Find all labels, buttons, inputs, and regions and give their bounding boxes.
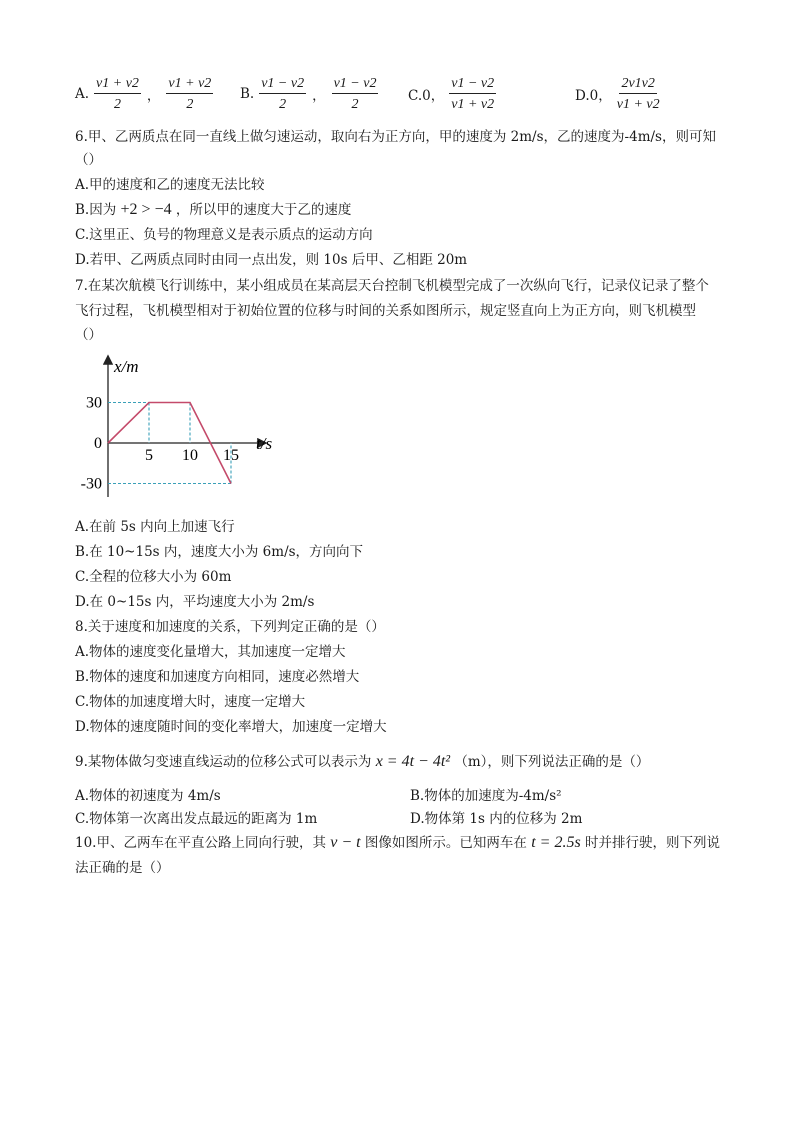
q10-stem-line2: 法正确的是（） — [75, 860, 170, 876]
option-c — [408, 72, 499, 116]
q6-option-b-math: +2 > −4 — [120, 201, 172, 218]
q7-option-d: D.在 0~15s 内，平均速度大小为 2m/s — [75, 594, 315, 610]
q5-options — [75, 72, 735, 116]
fraction-denominator: 2 — [113, 97, 121, 112]
q7-stem-line2: 飞行过程，飞机模型相对于初始位置的位移与时间的关系如图所示，规定竖直向上为正方向，则飞机模型 — [75, 303, 696, 319]
fraction-numerator: v1 + v2 — [166, 75, 213, 94]
fraction — [259, 75, 306, 113]
fraction — [166, 75, 213, 113]
fraction-numerator: v1 − v2 — [332, 75, 379, 94]
fraction — [449, 75, 496, 113]
x-axis-label: t/s — [256, 434, 273, 453]
y-tick-label: 30 — [86, 394, 102, 412]
q9-stem-math: x = 4t − 4t² — [375, 753, 451, 770]
q7-option-b: B.在 10~15s 内，速度大小为 6m/s，方向向下 — [75, 544, 364, 560]
q10-stem-pre: 10.甲、乙两车在平直公路上同向行驶，其 — [75, 835, 326, 851]
q6-option-b — [75, 200, 351, 220]
q9-option-c: C.物体第一次离出发点最远的距离为 1m — [75, 811, 318, 827]
q9-option-b: B.物体的加速度为-4m/s² — [410, 788, 562, 804]
q6-stem-line1: 6.甲、乙两质点在同一直线上做匀速运动，取向右为正方向，甲的速度为 2m/s，乙的速度为-4m/s，则可知 — [75, 129, 716, 145]
q6-option-a: A.甲的速度和乙的速度无法比较 — [75, 177, 265, 193]
q10-stem-post: 时并排行驶，则下列说 — [584, 835, 720, 851]
q9-stem — [75, 752, 649, 772]
q10-stem-math1: v − t — [330, 834, 361, 851]
option-d — [575, 72, 663, 116]
x-tick-label: 15 — [223, 447, 239, 464]
option-c-label: C.0， — [408, 88, 445, 104]
option-a-label: A. — [75, 86, 90, 102]
fraction-denominator: 2 — [186, 97, 194, 112]
q8-option-d: D.物体的速度随时间的变化率增大，加速度一定增大 — [75, 719, 387, 735]
q10-stem-math2: t = 2.5s — [531, 834, 581, 851]
fraction-numerator: v1 − v2 — [259, 75, 306, 94]
fraction-numerator: v1 − v2 — [449, 75, 496, 94]
y-tick-label: -30 — [80, 475, 102, 493]
separator: ， — [312, 88, 326, 104]
q6-option-b-pre: B.因为 — [75, 202, 117, 218]
x-tick-label: 5 — [145, 447, 153, 464]
option-b-label: B. — [240, 86, 255, 102]
q6-stem-line2: （） — [75, 152, 102, 168]
option-b — [240, 72, 381, 116]
q9-option-d: D.物体第 1s 内的位移为 2m — [410, 811, 583, 827]
q8-option-a: A.物体的速度变化量增大，其加速度一定增大 — [75, 644, 346, 660]
separator: ， — [146, 88, 161, 104]
q7-option-c: C.全程的位移大小为 60m — [75, 569, 232, 585]
y-axis-label: x/m — [114, 357, 139, 376]
q8-option-b: B.物体的速度和加速度方向相同，速度必然增大 — [75, 669, 360, 685]
fraction-numerator: v1 + v2 — [94, 75, 141, 94]
q10-stem-line1 — [75, 833, 720, 853]
y-tick-label: 0 — [94, 435, 102, 452]
fraction-denominator: 2 — [279, 97, 287, 112]
fraction-denominator: 2 — [351, 97, 359, 112]
q6-option-b-post: ，所以甲的速度大于乙的速度 — [175, 202, 352, 218]
option-a — [75, 72, 216, 116]
q9-stem-pre: 9.某物体做匀变速直线运动的位移公式可以表示为 — [75, 754, 372, 770]
q6-option-d: D.若甲、乙两质点同时由同一点出发，则 10s 后甲、乙相距 20m — [75, 252, 468, 268]
fraction-numerator: 2v1v2 — [619, 75, 656, 94]
fraction-denominator: v1 + v2 — [616, 97, 660, 112]
x-tick-label: 10 — [182, 447, 198, 464]
option-d-label: D.0， — [575, 88, 612, 104]
displacement-time-chart — [70, 345, 290, 505]
q9-option-a: A.物体的初速度为 4m/s — [75, 788, 221, 804]
q7-stem-line1: 7.在某次航模飞行训练中，某小组成员在某高层天台控制飞机模型完成了一次纵向飞行，记录仪记录了整个 — [75, 278, 709, 294]
fraction — [617, 75, 660, 113]
q10-stem-mid: 图像如图所示。已知两车在 — [364, 835, 527, 851]
q6-option-c: C.这里正、负号的物理意义是表示质点的运动方向 — [75, 227, 373, 243]
q8-option-c: C.物体的加速度增大时，速度一定增大 — [75, 694, 306, 710]
fraction — [94, 75, 141, 113]
q7-option-a: A.在前 5s 内向上加速飞行 — [75, 519, 235, 535]
fraction — [332, 75, 379, 113]
q8-stem: 8.关于速度和加速度的关系，下列判定正确的是（） — [75, 619, 385, 635]
q9-stem-post: （m），则下列说法正确的是（） — [454, 754, 650, 770]
q7-stem-line3: （） — [75, 327, 102, 343]
fraction-denominator: v1 + v2 — [451, 97, 495, 112]
